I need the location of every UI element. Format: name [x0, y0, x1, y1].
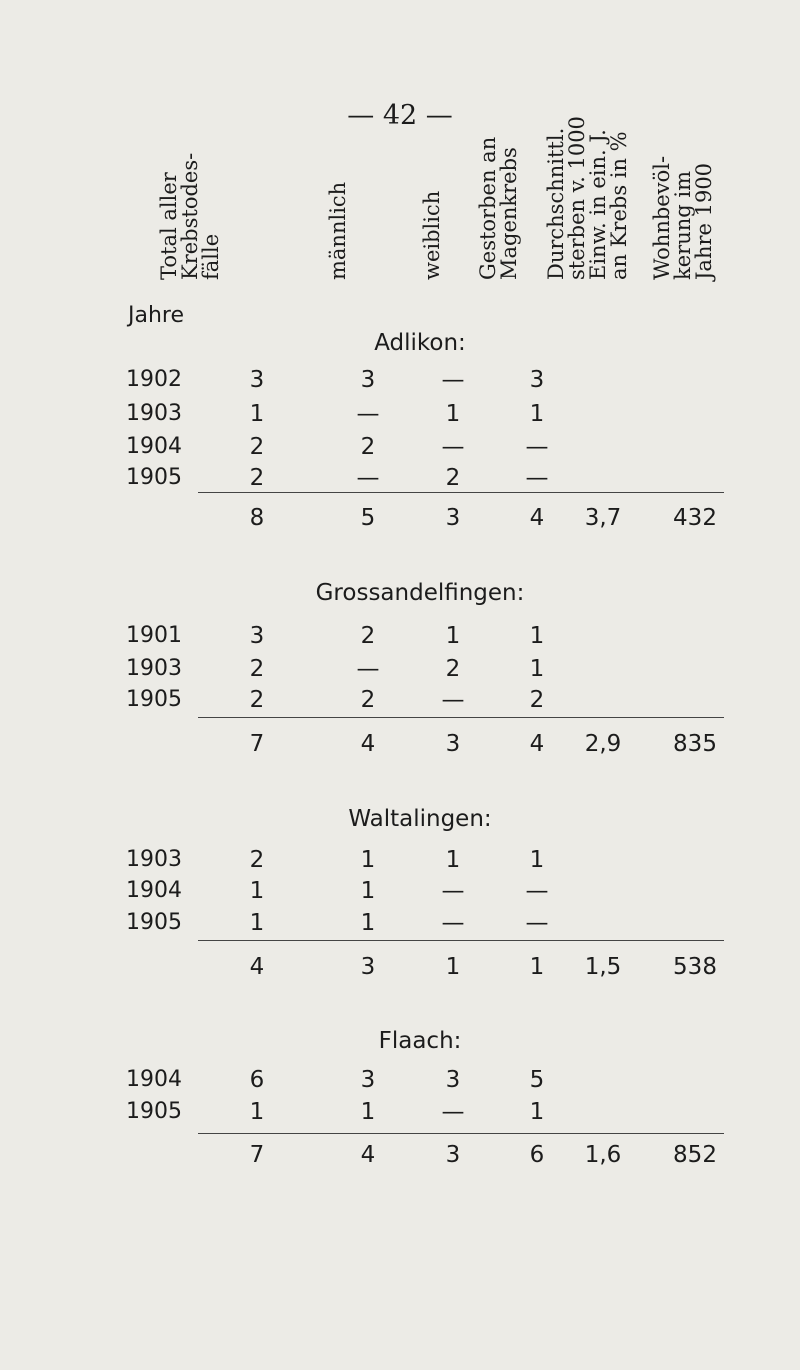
weiblich-cell: — — [441, 434, 465, 460]
year-cell: 1904 — [126, 1067, 182, 1092]
header-line: fälle — [199, 233, 223, 280]
weiblich-sum-cell: 3 — [445, 731, 461, 757]
header-line: Durchschnittl. — [544, 127, 568, 280]
page-number: — 42 — — [347, 100, 453, 131]
table-row — [0, 656, 800, 690]
sum-row — [0, 1142, 800, 1176]
sum-row — [0, 731, 800, 765]
weiblich-cell: 2 — [445, 656, 461, 682]
year-cell: 1903 — [126, 401, 182, 426]
sum-row — [0, 505, 800, 539]
magenkrebs-sum-cell: 1 — [529, 954, 545, 980]
weiblich-cell: 3 — [445, 1067, 461, 1093]
table-row — [0, 434, 800, 468]
header-line: Magenkrebs — [497, 147, 521, 280]
weiblich-cell: 1 — [445, 623, 461, 649]
column-header-wohnbevoelkerung — [652, 156, 715, 280]
section-title: Adlikon: — [374, 330, 466, 356]
maennlich-sum-cell: 5 — [360, 505, 376, 531]
year-cell: 1902 — [126, 367, 182, 392]
sum-divider — [198, 717, 724, 718]
section-title: Waltalingen: — [348, 806, 492, 832]
year-cell: 1903 — [126, 847, 182, 872]
magenkrebs-cell: — — [525, 434, 549, 460]
header-line: Jahre 1900 — [692, 162, 716, 280]
total-cell: 2 — [249, 434, 265, 460]
population-cell: 538 — [673, 954, 717, 980]
magenkrebs-cell: 3 — [529, 367, 545, 393]
total-cell: 1 — [249, 910, 265, 936]
table-row — [0, 878, 800, 912]
weiblich-cell: 1 — [445, 847, 461, 873]
magenkrebs-sum-cell: 4 — [529, 731, 545, 757]
rate-cell: 1,6 — [584, 1142, 622, 1168]
magenkrebs-cell: — — [525, 465, 549, 491]
table-row — [0, 367, 800, 401]
magenkrebs-cell: 2 — [529, 687, 545, 713]
maennlich-cell: 2 — [360, 623, 376, 649]
maennlich-sum-cell: 4 — [360, 1142, 376, 1168]
year-cell: 1905 — [126, 910, 182, 935]
population-cell: 852 — [673, 1142, 717, 1168]
magenkrebs-cell: 1 — [529, 623, 545, 649]
maennlich-cell: 3 — [360, 367, 376, 393]
table-row — [0, 623, 800, 657]
column-header-magenkrebs — [478, 137, 520, 280]
jahre-label: Jahre — [128, 303, 185, 328]
year-cell: 1904 — [126, 878, 182, 903]
column-header-maennlich — [328, 182, 349, 280]
total-cell: 1 — [249, 878, 265, 904]
table-row — [0, 1067, 800, 1101]
year-cell: 1905 — [126, 1099, 182, 1124]
table-row — [0, 465, 800, 499]
year-cell: 1904 — [126, 434, 182, 459]
section-title: Grossandelfingen: — [315, 580, 525, 606]
section-title: Flaach: — [378, 1028, 462, 1054]
year-cell: 1905 — [126, 465, 182, 490]
weiblich-cell: — — [441, 367, 465, 393]
maennlich-cell: 1 — [360, 878, 376, 904]
header-line: Wohnbevöl- — [650, 155, 674, 280]
population-cell: 835 — [673, 731, 717, 757]
magenkrebs-cell: 5 — [529, 1067, 545, 1093]
column-header-weiblich — [422, 191, 443, 280]
magenkrebs-cell: — — [525, 910, 549, 936]
year-cell: 1905 — [126, 687, 182, 712]
sum-divider — [198, 492, 724, 493]
magenkrebs-cell: — — [525, 878, 549, 904]
magenkrebs-sum-cell: 4 — [529, 505, 545, 531]
sum-divider — [198, 940, 724, 941]
maennlich-cell: 2 — [360, 434, 376, 460]
header-line: weiblich — [420, 190, 444, 280]
total-sum-cell: 8 — [249, 505, 265, 531]
total-cell: 2 — [249, 656, 265, 682]
maennlich-cell: — — [356, 401, 380, 427]
total-cell: 3 — [249, 367, 265, 393]
table-row — [0, 687, 800, 721]
header-line: Einw. in ein. J. — [586, 129, 610, 280]
weiblich-sum-cell: 3 — [445, 1142, 461, 1168]
total-cell: 1 — [249, 1099, 265, 1125]
total-cell: 2 — [249, 687, 265, 713]
total-sum-cell: 7 — [249, 731, 265, 757]
table-row — [0, 910, 800, 944]
total-sum-cell: 4 — [249, 954, 265, 980]
maennlich-sum-cell: 4 — [360, 731, 376, 757]
maennlich-sum-cell: 3 — [360, 954, 376, 980]
maennlich-cell: 1 — [360, 910, 376, 936]
weiblich-sum-cell: 3 — [445, 505, 461, 531]
sum-divider — [198, 1133, 724, 1134]
table-row — [0, 847, 800, 881]
total-cell: 3 — [249, 623, 265, 649]
rate-cell: 1,5 — [584, 954, 622, 980]
maennlich-cell: 3 — [360, 1067, 376, 1093]
total-cell: 6 — [249, 1067, 265, 1093]
sum-row — [0, 954, 800, 988]
magenkrebs-cell: 1 — [529, 656, 545, 682]
total-cell: 1 — [249, 401, 265, 427]
magenkrebs-cell: 1 — [529, 847, 545, 873]
weiblich-cell: 1 — [445, 401, 461, 427]
header-line: sterben v. 1000 — [565, 116, 589, 280]
header-line: kerung im — [671, 171, 695, 280]
header-line: Krebstodes- — [178, 152, 202, 280]
weiblich-cell: — — [441, 878, 465, 904]
population-cell: 432 — [673, 505, 717, 531]
weiblich-sum-cell: 1 — [445, 954, 461, 980]
header-line: Gestorben an — [476, 136, 500, 280]
maennlich-cell: — — [356, 656, 380, 682]
year-cell: 1903 — [126, 656, 182, 681]
rate-cell: 2,9 — [584, 731, 622, 757]
table-row — [0, 401, 800, 435]
maennlich-cell: 1 — [360, 1099, 376, 1125]
header-line: männlich — [326, 181, 350, 280]
weiblich-cell: — — [441, 1099, 465, 1125]
magenkrebs-cell: 1 — [529, 1099, 545, 1125]
total-cell: 2 — [249, 847, 265, 873]
column-header-total — [159, 153, 222, 280]
maennlich-cell: 2 — [360, 687, 376, 713]
magenkrebs-cell: 1 — [529, 401, 545, 427]
maennlich-cell: 1 — [360, 847, 376, 873]
header-line: an Krebs in % — [607, 131, 631, 280]
weiblich-cell: — — [441, 910, 465, 936]
total-cell: 2 — [249, 465, 265, 491]
weiblich-cell: — — [441, 687, 465, 713]
header-line: Total aller — [157, 172, 181, 280]
weiblich-cell: 2 — [445, 465, 461, 491]
table-row — [0, 1099, 800, 1133]
magenkrebs-sum-cell: 6 — [529, 1142, 545, 1168]
rate-cell: 3,7 — [584, 505, 622, 531]
year-cell: 1901 — [126, 623, 182, 648]
maennlich-cell: — — [356, 465, 380, 491]
column-header-durchschnitt — [546, 116, 630, 280]
total-sum-cell: 7 — [249, 1142, 265, 1168]
